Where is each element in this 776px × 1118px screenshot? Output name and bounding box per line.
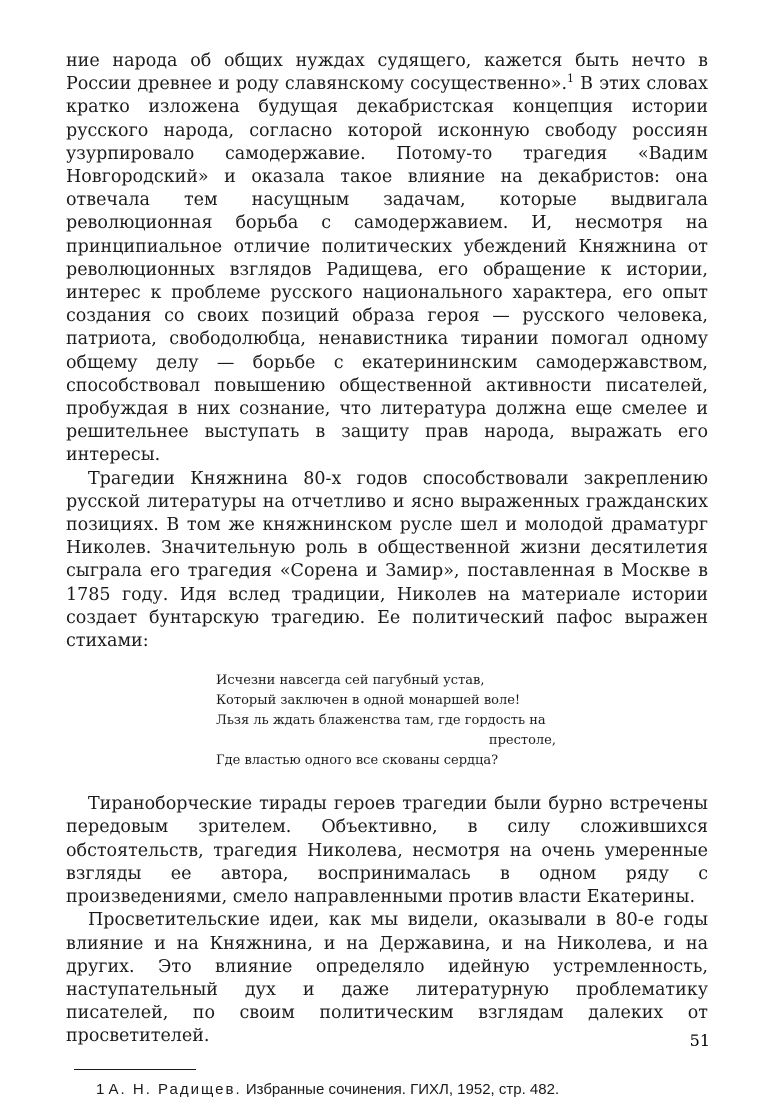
- page-number: 51: [689, 1031, 710, 1050]
- paragraph-1: [66, 50, 708, 468]
- poem-line-4: Где властью одного все скованы сердца?: [216, 753, 499, 769]
- footnote: [66, 1080, 708, 1100]
- footnote-marker: 1: [96, 1080, 105, 1098]
- footnote-divider: [74, 1069, 196, 1070]
- page-body: [66, 50, 708, 1100]
- poem-line-3-continuation: престоле,: [488, 733, 556, 749]
- paragraph-1-text-before: ние народа об общих нуждах судящего, кажется быть нечто в России древнее и роду славянскому сосущественно».: [66, 51, 708, 95]
- paragraph-2: Трагедии Княжнина 80-х годов способствовали закреплению русской литературы на отчетливо и ясно выраженных гражданских позициях. В том же княжнинском русле шел и молодой драматург Николев. Значительную роль в общественной жизни десятилетия сыграла его трагедия «Сорена и Замир», поставленная в Москве в 1785 году. Идя вслед традиции, Николев на материале истории создает бунтарскую трагедию. Ее политический пафос выражен стихами:: [66, 468, 708, 652]
- footnote-text: Избранные сочинения. ГИХЛ, 1952, стр. 482.: [245, 1080, 560, 1098]
- footnote-author: А. Н. Радищев.: [108, 1080, 242, 1098]
- poem-quote: [66, 671, 556, 771]
- poem-line-1: Исчезни навсегда сей пагубный устав,: [216, 673, 485, 689]
- poem-line-2: Который заключен в одной монаршей воле!: [216, 693, 521, 709]
- paragraph-4: Просветительские идеи, как мы видели, оказывали в 80-е годы влияние и на Княжнина, и на Державина, и на Николева, и на других. Это влияние определяло идейную устремленность, наступательный дух и даже литературную проблематику писателей, по своим политическим взглядам далеких от просветителей.: [66, 910, 708, 1047]
- paragraph-3: Тираноборческие тирады героев трагедии были бурно встречены передовым зрителем. Объективно, в силу сложившихся обстоятельств, трагедия Николева, несмотря на очень умеренные взгляды ее автора, воспринималась в одном ряду с произведениями, смело направленными против власти Екатерины.: [66, 794, 708, 908]
- paragraph-1-text-after: В этих словах кратко изложена будущая декабристская концепция истории русского народа, согласно которой исконную свободу россиян узурпировало самодержавие. Потому-то трагедия «Вадим Новгородский» и оказала такое влияние на декабристов: она отвечала тем насущным задачам, которые выдвигала революционная борьба с самодержавием. И, несмотря на принципиальное отличие политических убеждений Княжнина от революционных взглядов Радищева, его обращение к истории, интерес к проблеме русского национального характера, его опыт создания со своих позиций образа героя — русского человека, патриота, свободолюбца, ненавистника тирании помогал одному общему делу — борьбе с екатерининским самодержавством, способствовал повышению общественной активности писателей, пробуждая в них сознание, что литература должна еще смелее и решительнее выступать в защиту прав народа, выражать его интересы.: [66, 74, 708, 466]
- footnote-reference[interactable]: 1: [567, 72, 575, 86]
- poem-line-3: Льзя ль ждать блаженства там, где гордость на: [216, 713, 546, 729]
